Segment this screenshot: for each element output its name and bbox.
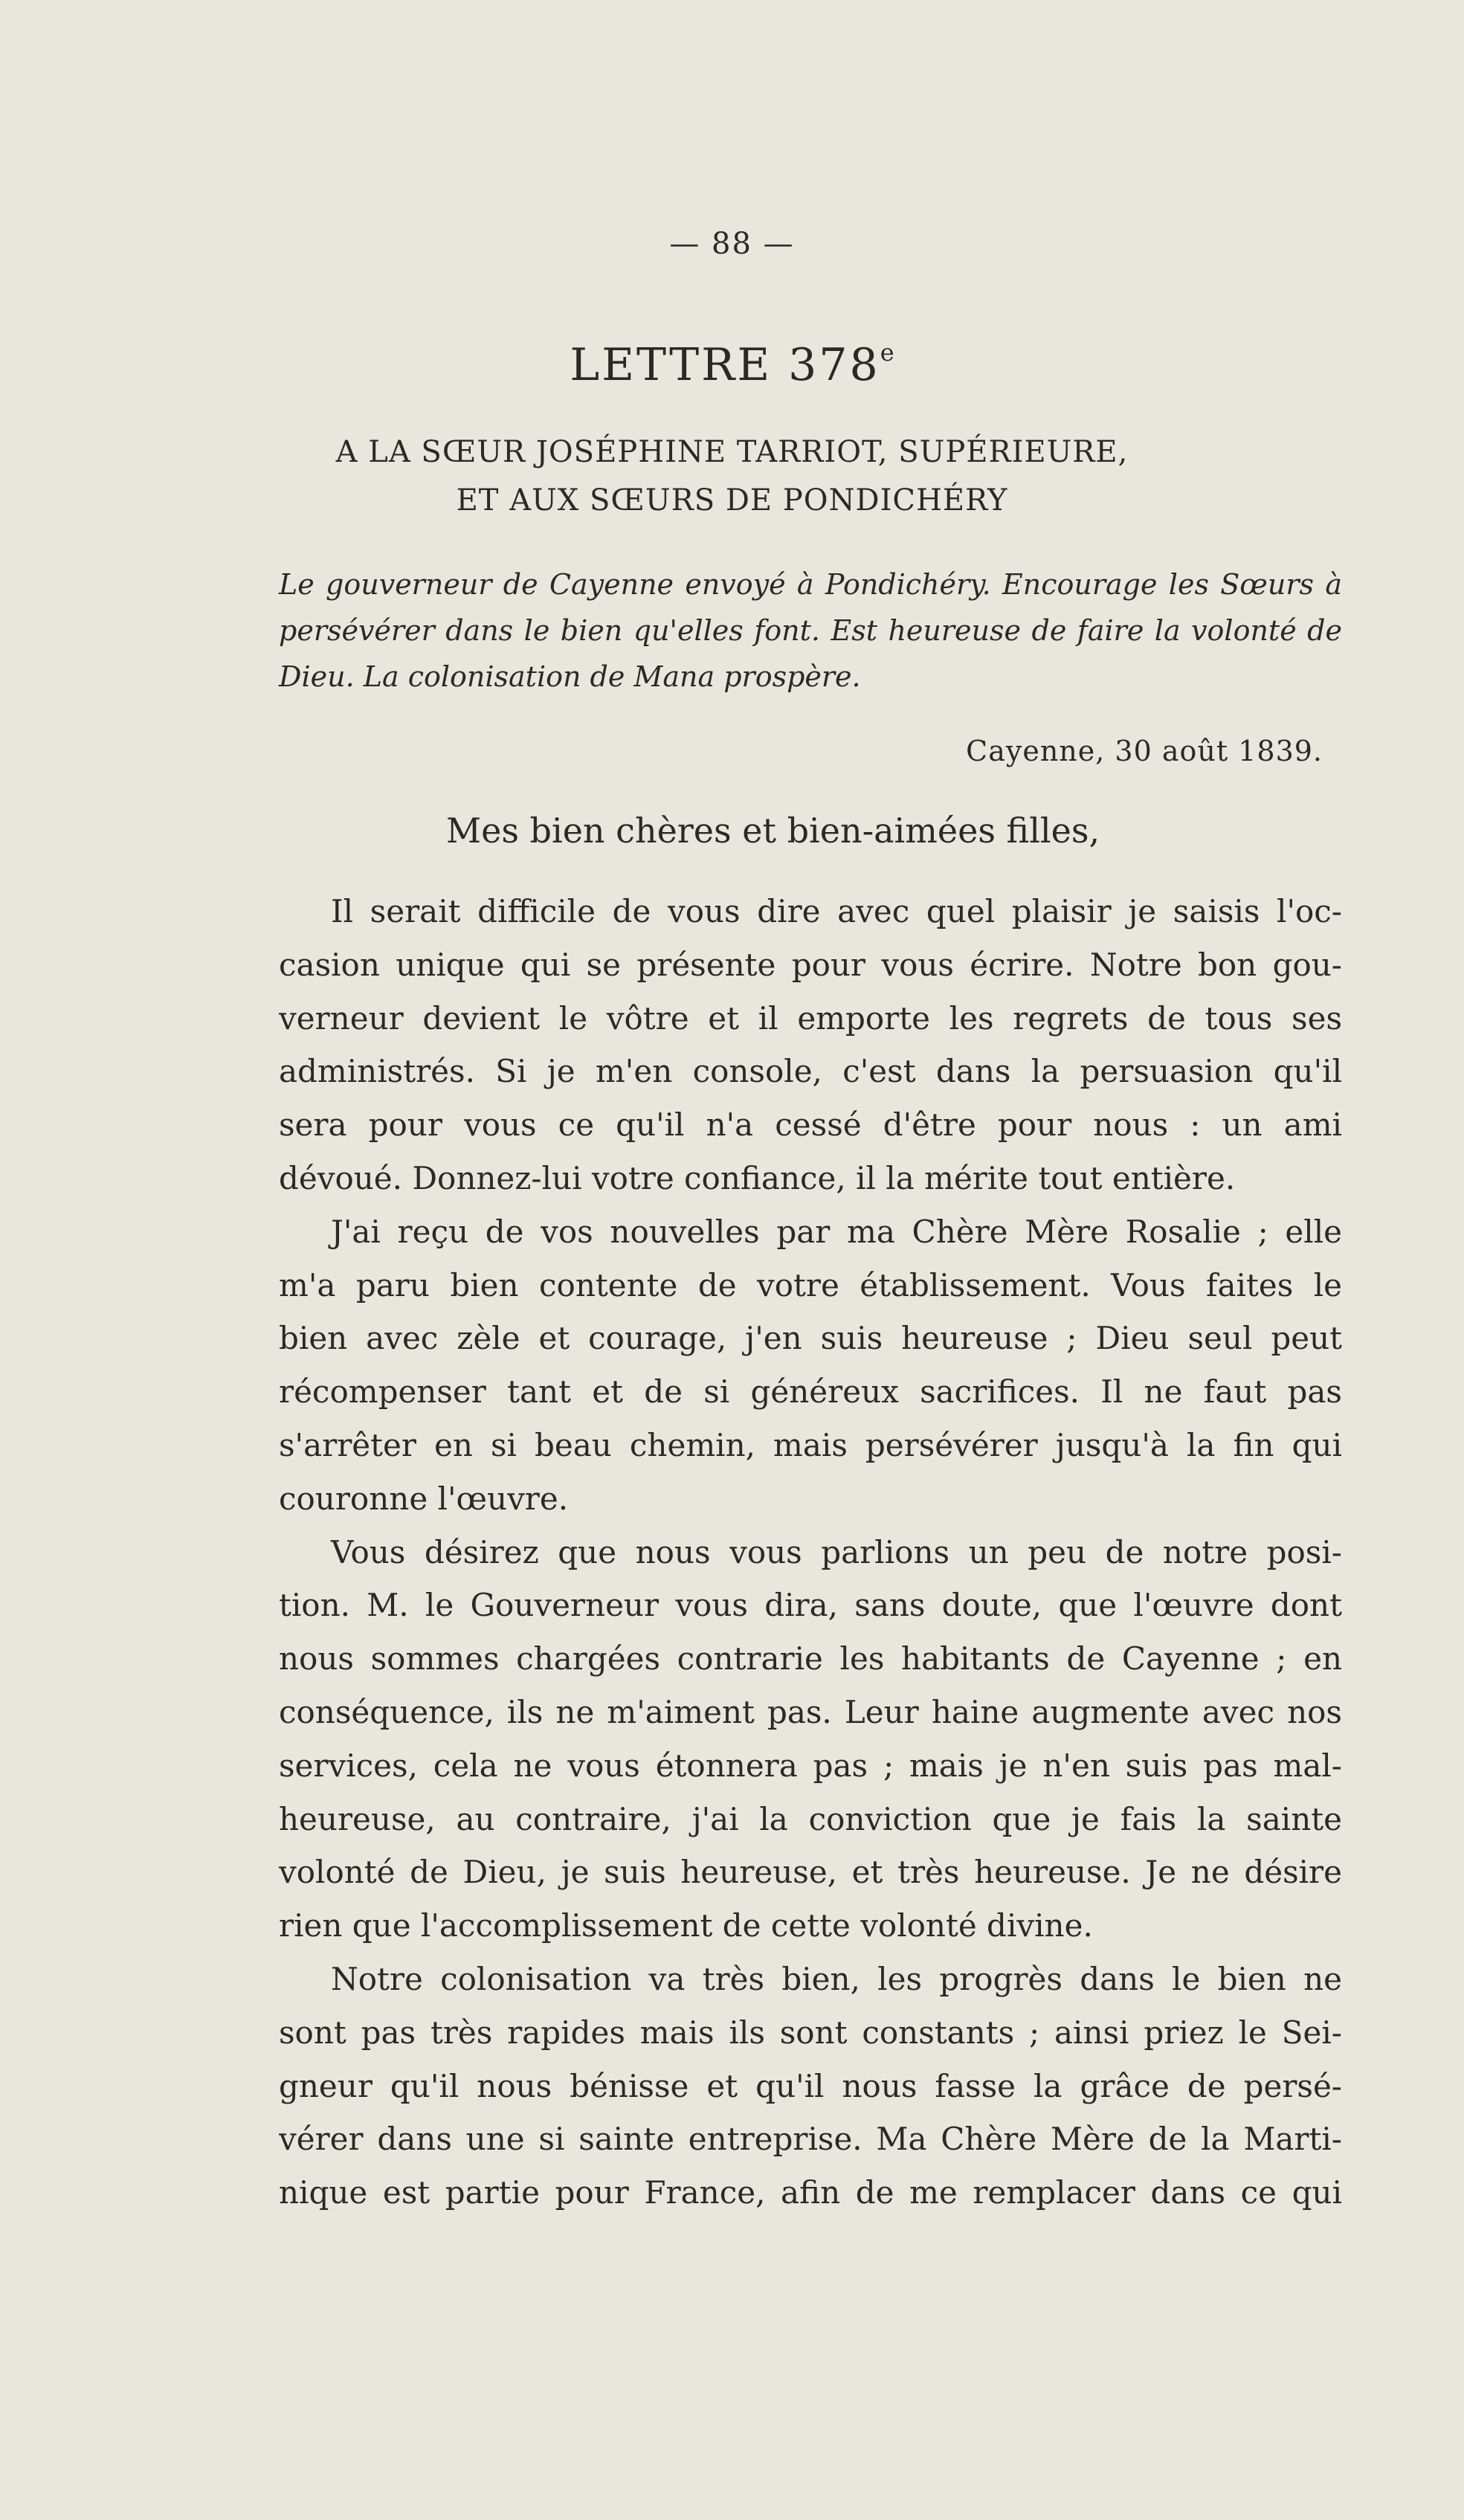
text-line: sont pas très rapides mais ils sont constants ; ainsi priez le Sei- — [279, 2014, 1342, 2051]
place-date: Cayenne, 30 août 1839. — [966, 735, 1323, 767]
text-line: tion. M. le Gouverneur vous dira, sans doute, que l'œuvre dont — [279, 1587, 1342, 1624]
text-line: m'a paru bien contente de votre établissement. Vous faites le — [279, 1266, 1342, 1303]
text-line: Notre colonisation va très bien, les progrès dans le bien ne — [331, 1960, 1342, 1997]
text-line: services, cela ne vous étonnera pas ; mais je n'en suis pas mal- — [279, 1747, 1342, 1784]
text-line: sera pour vous ce qu'il n'a cessé d'être pour nous : un ami — [279, 1106, 1342, 1144]
text-line: casion unique qui se présente pour vous écrire. Notre bon gou- — [279, 946, 1342, 983]
letter-body — [279, 885, 1342, 2220]
recipient-line: A LA SŒUR JOSÉPHINE TARRIOT, SUPÉRIEURE, — [335, 435, 1129, 469]
text-line: nique est partie pour France, afin de me remplacer dans ce qui — [279, 2174, 1342, 2211]
body-paragraph — [279, 885, 1342, 1205]
body-paragraph — [279, 1526, 1342, 1953]
text-line: rien que l'accomplissement de cette volonté divine. — [279, 1907, 1093, 1944]
text-line: conséquence, ils ne m'aiment pas. Leur haine augmente avec nos — [279, 1693, 1342, 1730]
text-line: dévoué. Donnez-lui votre confiance, il la mérite tout entière. — [279, 1159, 1236, 1196]
recipient-line: ET AUX SŒURS DE PONDICHÉRY — [456, 483, 1008, 518]
page-number: — 88 — — [669, 227, 795, 261]
text-line: s'arrêter en si beau chemin, mais persévérer jusqu'à la fin qui — [279, 1426, 1342, 1463]
text-line: Vous désirez que nous vous parlions un peu de notre posi- — [331, 1533, 1342, 1570]
text-line: J'ai reçu de vos nouvelles par ma Chère Mère Rosalie ; elle — [331, 1213, 1342, 1250]
text-line: Il serait difficile de vous dire avec quel plaisir je saisis l'oc- — [331, 893, 1342, 929]
text-line: gneur qu'il nous bénisse et qu'il nous fasse la grâce de persé- — [279, 2067, 1342, 2104]
text-line: récompenser tant et de si généreux sacrifices. Il ne faut pas — [279, 1373, 1342, 1411]
text-line: nous sommes chargées contrarie les habitants de Cayenne ; en — [279, 1640, 1342, 1678]
letter-title — [0, 338, 1464, 391]
text-line: verneur devient le vôtre et il emporte les regrets de tous ses — [279, 999, 1342, 1037]
letter-summary: Le gouverneur de Cayenne envoyé à Pondichéry. Encourage les Sœurs à persévérer dans le bien qu'elles font. Est heureuse de faire la volonté de Dieu. La colonisation de Mana prospère. — [279, 568, 1342, 693]
body-paragraph — [279, 1205, 1342, 1526]
text-line: heureuse, au contraire, j'ai la conviction que je fais la sainte — [279, 1800, 1342, 1837]
text-line: couronne l'œuvre. — [279, 1480, 569, 1517]
text-line: vérer dans une si sainte entreprise. Ma Chère Mère de la Marti- — [279, 2121, 1342, 2158]
body-paragraph — [279, 1953, 1342, 2220]
letter-title-text: LETTRE 378 — [570, 339, 880, 391]
text-line: administrés. Si je m'en console, c'est dans la persuasion qu'il — [279, 1053, 1342, 1090]
salutation: Mes bien chères et bien-aimées filles, — [446, 811, 1100, 851]
text-line: bien avec zèle et courage, j'en suis heureuse ; Dieu seul peut — [279, 1320, 1342, 1357]
letter-title-superscript: e — [880, 338, 894, 367]
text-line: volonté de Dieu, je suis heureuse, et très heureuse. Je ne désire — [279, 1854, 1342, 1891]
